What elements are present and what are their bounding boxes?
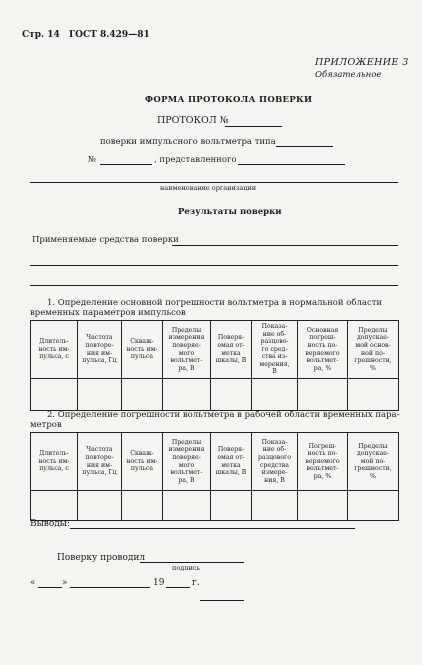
tools-line-1	[172, 245, 398, 246]
appendix-title: ПРИЛОЖЕНИЕ 3	[315, 57, 409, 68]
header-cell: Частота повторе- ния им- пульса, Гц	[78, 433, 122, 491]
page-header	[22, 30, 150, 40]
device-type-blank	[276, 146, 333, 147]
tools-label: Применяемые средства поверки	[32, 235, 179, 245]
date-day-blank	[38, 587, 62, 588]
table-cell[interactable]	[211, 491, 252, 521]
table-cell[interactable]	[298, 491, 348, 521]
organization-caption: наименование организации	[160, 184, 257, 192]
appendix-note: Обязательное	[315, 70, 382, 80]
signature-line	[140, 562, 244, 563]
verified-by-label: Поверку проводил	[57, 553, 146, 563]
header-cell: Длитель- ность им- пульса, с	[31, 321, 78, 379]
header-cell: Пределы измерения поверяе- мого вольтмет- ра, В	[163, 433, 211, 491]
table-cell[interactable]	[252, 491, 298, 521]
header-cell: Пределы допускае- мой основ- ной по- грешности, %	[348, 321, 399, 379]
date-year-suffix: г.	[192, 578, 200, 588]
table-header-row	[31, 433, 399, 491]
table-cell[interactable]	[298, 379, 348, 411]
table-cell[interactable]	[211, 379, 252, 411]
header-cell: Длитель- ность им- пульса, с	[31, 433, 78, 491]
conclusions-line	[70, 528, 355, 529]
table-cell[interactable]	[78, 379, 122, 411]
header-cell: Пределы измерения поверяе- мого вольтмет- ра, В	[163, 321, 211, 379]
bottom-rule	[200, 600, 244, 601]
section1-heading-line2: временных параметров импульсов	[30, 308, 186, 318]
protocol-number-line	[225, 126, 282, 127]
date-month-blank	[70, 587, 150, 588]
organization-line	[30, 182, 398, 183]
header-cell: Погреш- ность по- веряемого вольтмет- ра, %	[298, 433, 348, 491]
table-cell[interactable]	[252, 379, 298, 411]
header-cell: Скваж- ность им- пульса	[122, 433, 163, 491]
section2-heading-line2: метров	[30, 420, 62, 430]
table-cell[interactable]	[78, 491, 122, 521]
date-open-quote: «	[30, 578, 36, 588]
presented-blank	[238, 164, 345, 165]
signature-caption: подпись	[172, 564, 201, 572]
table-cell[interactable]	[163, 491, 211, 521]
tools-line-3	[30, 285, 398, 286]
header-cell: Показа- ние об- разцово- го сред- ства из- мерения, В	[252, 321, 298, 379]
tools-line-2	[30, 265, 398, 266]
table-row	[31, 379, 399, 411]
table-header-row	[31, 321, 399, 379]
header-cell: Основная погреш- ность по- веряемого вольтмет- ра, %	[298, 321, 348, 379]
serial-number-blank	[100, 164, 152, 165]
table-cell[interactable]	[348, 491, 399, 521]
header-cell: Показа- ние об- разцового средства измере- ния, В	[252, 433, 298, 491]
header-cell: Поверя- емая от- метка шкалы, В	[211, 433, 252, 491]
header-cell: Скваж- ность им- пульса	[122, 321, 163, 379]
protocol-label: ПРОТОКОЛ №	[157, 115, 229, 126]
presented-label: , представленного	[154, 155, 237, 165]
header-cell: Частота повторе- ния им- пульса, Гц	[78, 321, 122, 379]
number-label: №	[88, 155, 97, 165]
date-year-blank	[166, 587, 190, 588]
table-cell[interactable]	[122, 379, 163, 411]
date-close-quote: »	[62, 578, 68, 588]
table-row	[31, 491, 399, 521]
header-cell: Поверя- емая от- метка шкалы, В	[211, 321, 252, 379]
form-title: ФОРМА ПРОТОКОЛА ПОВЕРКИ	[145, 95, 313, 105]
header-cell: Пределы допускае- мой по- грешности, %	[348, 433, 399, 491]
table-cell[interactable]	[122, 491, 163, 521]
device-type-line: поверки импульсного вольтметра типа	[100, 137, 276, 147]
page-number: Стр. 14	[22, 30, 60, 40]
table-cell[interactable]	[31, 491, 78, 521]
results-title: Результаты поверки	[178, 207, 282, 217]
table-cell[interactable]	[163, 379, 211, 411]
conclusions-label: Выводы:	[30, 519, 70, 529]
table-basic-error	[30, 320, 399, 411]
date-year-prefix: 19	[153, 578, 165, 588]
table-cell[interactable]	[31, 379, 78, 411]
standard-code: ГОСТ 8.429—81	[68, 30, 150, 40]
section1-heading-line1: 1. Определение основной погрешности вольтметра в нормальной области	[47, 298, 383, 308]
section2-heading-line1: 2. Определение погрешности вольтметра в рабочей области временных пара-	[47, 410, 400, 420]
table-working-error	[30, 432, 399, 521]
table-cell[interactable]	[348, 379, 399, 411]
